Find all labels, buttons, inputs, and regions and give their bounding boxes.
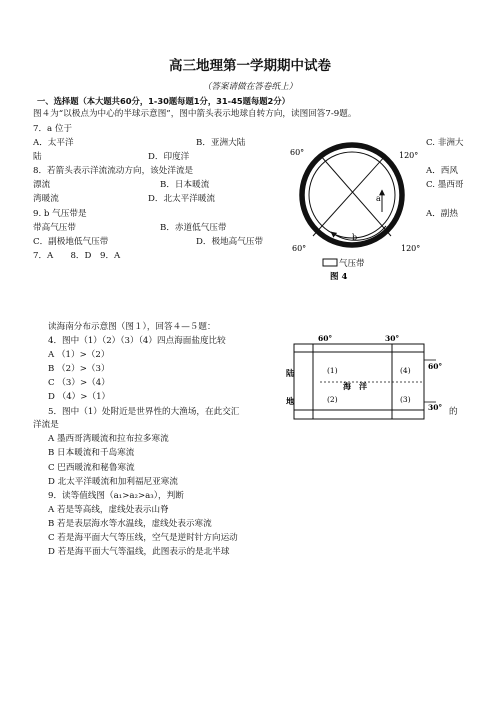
fig4-legend-swatch	[323, 259, 337, 266]
q5-stem: 5．图中（1）处附近是世界性的大渔场，在此交汇	[48, 407, 240, 417]
q9b-option-b: B 若是表层海水等水温线，虚线处表示寒流	[48, 519, 212, 529]
q4-option-a: A （1）>（2）	[48, 350, 110, 360]
q8-option-a: A．西风	[426, 166, 458, 176]
q4-option-b: B （2）>（3）	[48, 364, 110, 374]
fig1-point-2: (2)	[327, 395, 338, 404]
part2-intro: 读海南分布示意图（图１），回答４—５题：	[48, 322, 216, 332]
q7-option-c-cont: 陆	[33, 152, 42, 162]
q8-stem: 8．若箭头表示洋流流动方向，该处洋流是	[33, 166, 194, 176]
section-heading: 一、选择题（本大题共60分，1-30题每题1分，31-45题每题2分）	[37, 96, 290, 106]
q7-stem: 7．a 位于	[33, 124, 73, 134]
fig4-legend-label: 气压带	[339, 259, 365, 269]
q9-option-c: C．副极地低气压带	[33, 237, 109, 247]
q5-stem-cont: 洋流是	[33, 420, 59, 430]
q9-stem: 9. b 气压带是	[33, 209, 87, 219]
q9-option-d: D．极地高气压带	[196, 237, 264, 247]
q8-option-c-cont: 湾暖流	[33, 194, 59, 204]
fig4-caption: 图 4	[330, 272, 348, 282]
q5-option-c: C 巴西暖流和秘鲁寒流	[48, 463, 135, 473]
fig4-label-120-top: 120°	[399, 151, 419, 160]
q5-stem-tail: 的	[449, 407, 458, 417]
fig1-label-60-top: 60°	[318, 334, 333, 343]
fig4-label-a: a	[376, 194, 381, 203]
q7-option-a: A．太平洋	[33, 138, 74, 148]
q9b-option-a: A 若是等高线，虚线处表示山脊	[48, 505, 169, 515]
q4-stem: 4．图中（1）（2）（3）（4）四点海面盐度比较	[48, 336, 226, 346]
q7-option-c: C. 非洲大	[426, 138, 464, 148]
fig1-point-4: (4)	[400, 366, 411, 375]
q9b-option-c: C 若是海平面大气等压线，空气是逆时针方向运动	[48, 533, 238, 543]
fig1-label-30-right: 30°	[428, 403, 443, 412]
q8-option-d: D．北太平洋暖流	[148, 194, 216, 204]
fig1-label-30-top: 30°	[385, 334, 400, 343]
q7-option-b: B．亚洲大陆	[196, 138, 246, 148]
fig4-label-60-bottom: 60°	[292, 244, 307, 253]
q9-option-a-cont: 带高气压带	[33, 223, 76, 233]
q7-option-d: D．印度洋	[148, 152, 190, 162]
fig1-land-char-1: 陆	[286, 368, 294, 378]
fig4-label-120-bottom: 120°	[401, 244, 421, 253]
q9-option-a: A．副热	[426, 209, 458, 219]
q5-option-b: B 日本暖流和千岛寒流	[48, 448, 135, 458]
q8-option-b: B．日本暖流	[160, 180, 210, 190]
q9b-option-d: D 若是海平面大气等温线，此图表示的是北半球	[48, 547, 230, 557]
fig1-point-3: (3)	[400, 395, 411, 404]
exam-subtitle: （答案请做在答卷纸上）	[202, 82, 298, 92]
q5-option-a: A 墨西哥湾暖流和拉布拉多寒流	[48, 434, 169, 444]
q8-option-a-cont: 漂流	[33, 180, 51, 190]
q9-option-b: B．赤道低气压带	[160, 223, 227, 233]
fig4-label-b: b	[352, 233, 358, 242]
q8-option-c: C. 墨西哥	[426, 180, 464, 190]
q9b-stem: 9．读等值线图（a₁>a₂>a₃），判断	[48, 491, 184, 501]
q4-option-c: C （3）>（4）	[48, 378, 110, 388]
fig1-label-60-right: 60°	[428, 362, 443, 371]
fig1-point-1: (1)	[327, 366, 338, 375]
fig4-label-60-top: 60°	[290, 148, 305, 157]
fig1-land-char-2: 地	[286, 396, 294, 406]
answers-line: 7．A 8．D 9．A	[33, 251, 121, 261]
exam-title: 高三地理第一学期期中试卷	[169, 58, 331, 74]
fig1-ocean-label: 海 洋	[343, 381, 367, 391]
part1-intro: 图４为“以极点为中心的半球示意图”，图中箭头表示地球自转方向，读图回答7-9题。	[33, 109, 357, 119]
figure-1-diagram	[282, 332, 457, 437]
q5-option-d: D 北太平洋暖流和加利福尼亚寒流	[48, 477, 178, 487]
figure-4-diagram	[283, 138, 423, 282]
q4-option-d: D （4）>（1）	[48, 392, 111, 402]
